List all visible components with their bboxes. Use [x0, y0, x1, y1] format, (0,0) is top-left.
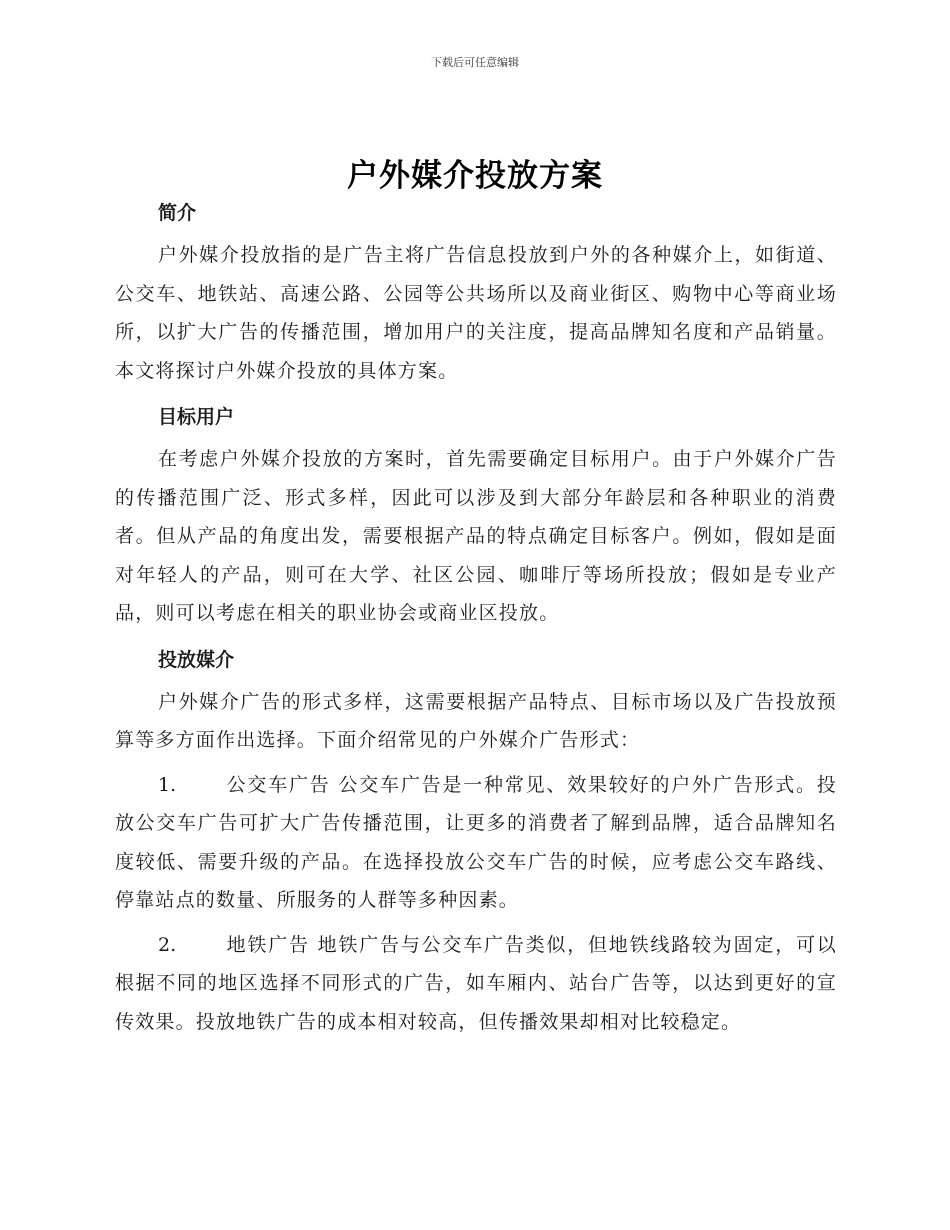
section-heading-media: 投放媒介: [158, 648, 235, 671]
list-item-text: 公交车广告 公交车广告是一种常见、效果较好的户外广告形式。投放公交车广告可扩大广告传播范围，让更多的消费者了解到品牌，适合品牌知名度较低、需要升级的产品。在选择投放公交车广告的时候，应考虑公交车路线、停靠站点的数量、所服务的人群等多种因素。: [115, 773, 837, 911]
section-heading-intro: 简介: [158, 202, 197, 224]
document-title: 户外媒介投放方案: [347, 158, 603, 194]
paragraph-target-users: 在考虑户外媒介投放的方案时，首先需要确定目标用户。由于户外媒介广告的传播范围广泛、形式多样，因此可以涉及到大部分年龄层和各种职业的消费者。但从产品的角度出发，需要根据产品的特点确定目标客户。例如，假如是面对年轻人的产品，则可在大学、社区公园、咖啡厅等场所投放；假如是专业产品，则可以考虑在相关的职业协会或商业区投放。: [115, 448, 837, 624]
paragraph-media: 户外媒介广告的形式多样，这需要根据产品特点、目标市场以及广告投放预算等多方面作出选择。下面介绍常见的户外媒介广告形式：: [115, 690, 837, 751]
paragraph-intro: 户外媒介投放指的是广告主将广告信息投放到户外的各种媒介上，如街道、公交车、地铁站、高速公路、公园等公共场所以及商业街区、购物中心等商业场所，以扩大广告的传播范围，增加用户的关注度，提高品牌知名度和产品销量。本文将探讨户外媒介投放的具体方案。: [115, 244, 837, 382]
list-number: 1.: [158, 773, 177, 796]
list-number: 2.: [158, 933, 177, 956]
page-header: 下载后可任意编辑: [431, 56, 519, 69]
list-item: [115, 766, 837, 920]
list-item-text: 地铁广告 地铁广告与公交车广告类似，但地铁线路较为固定，可以根据不同的地区选择不同形式的广告，如车厢内、站台广告等，以达到更好的宣传效果。投放地铁广告的成本相对较高，但传播效果却相对比较稳定。: [115, 933, 837, 1033]
list-item: [115, 926, 837, 1042]
document-body: [115, 196, 837, 1041]
section-heading-target-users: 目标用户: [158, 406, 235, 428]
